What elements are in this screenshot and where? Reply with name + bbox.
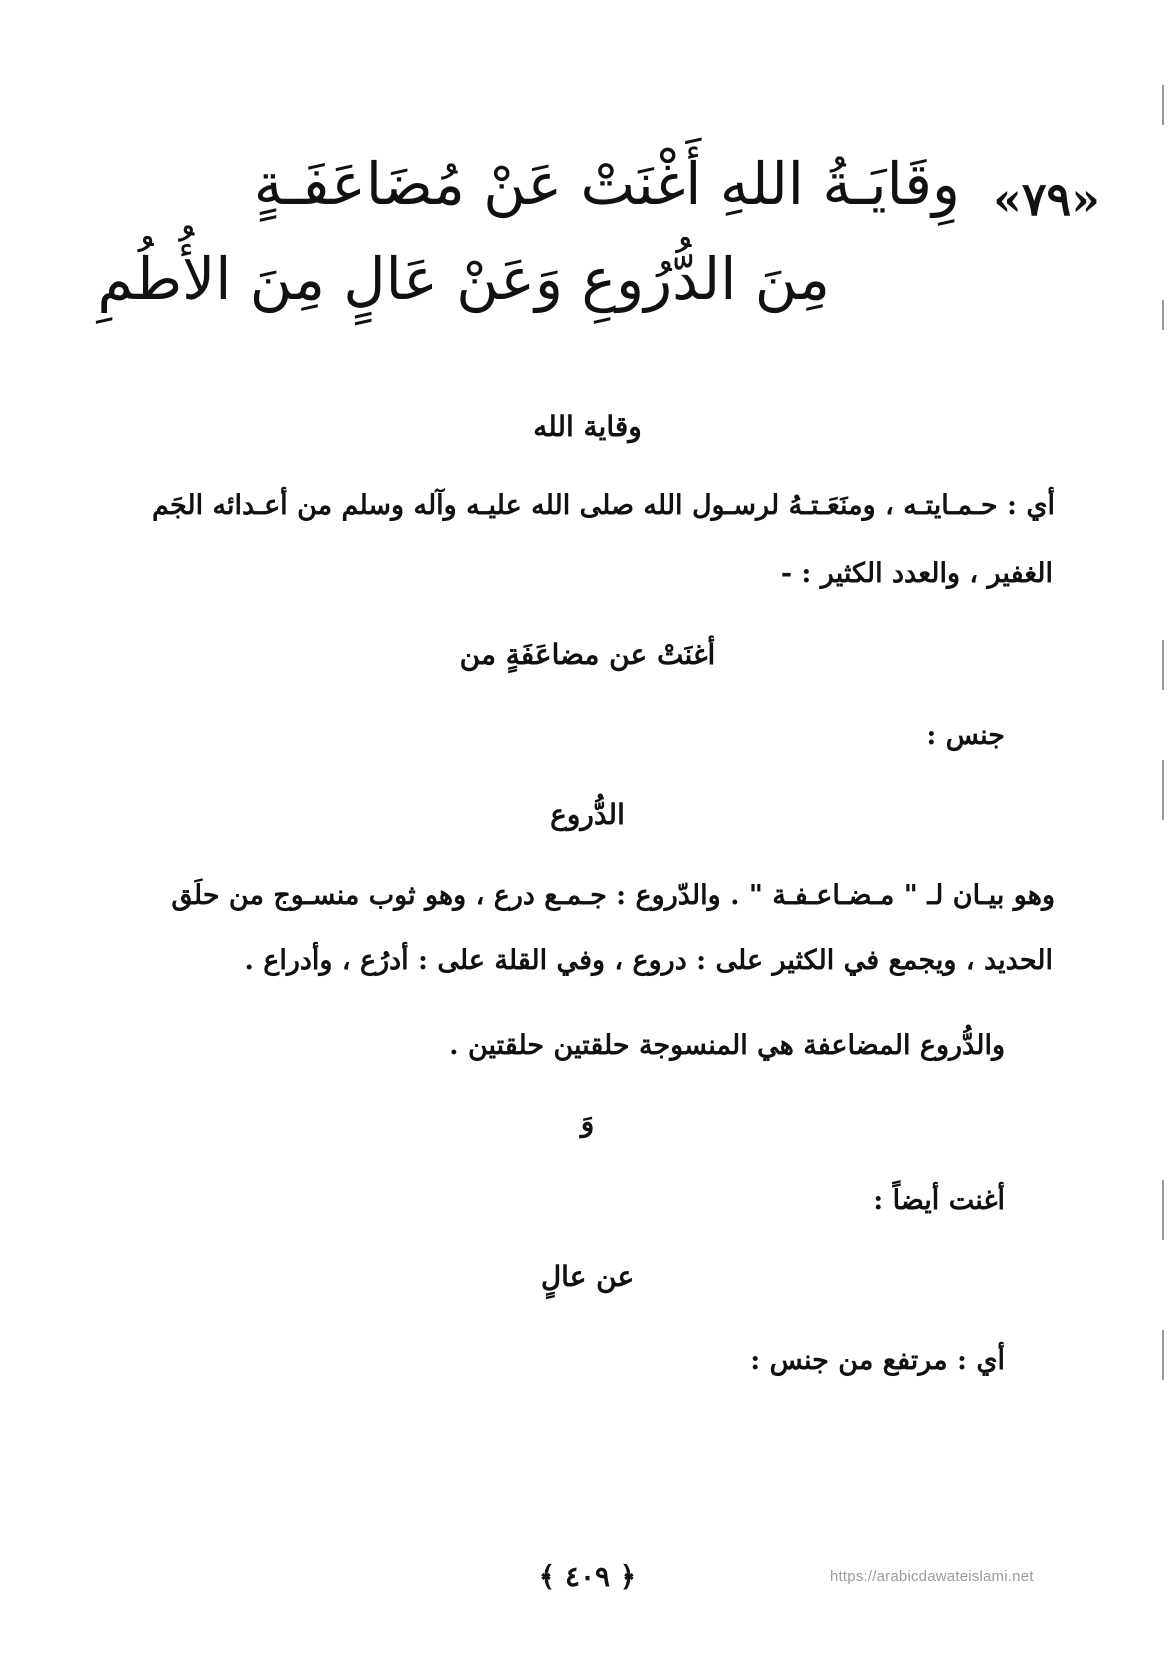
scan-edge-mark: [1162, 300, 1164, 330]
heading-wa: وَ: [580, 1105, 595, 1138]
heading-an-aal: عن عالٍ: [540, 1260, 635, 1293]
paragraph-2-line-1: وهو بيـان لـ " مـضـاعـفـة " . والدّروع : جـمـع درع ، وهو ثوب منسـوج من حلَق: [171, 880, 1055, 911]
heading-duruu: الدُّروع: [550, 798, 625, 831]
page-number: ﴿ ٤٠٩ ﴾: [538, 1560, 637, 1593]
verse-line-1: وِقَايَـةُ اللهِ أَغْنَتْ عَنْ مُضَاعَفَـةٍ: [253, 150, 960, 218]
paragraph-1-line-2: الغفير ، والعدد الكثير : -: [780, 558, 1053, 589]
paragraph-4: أي : مرتفع من جنس :: [750, 1345, 1005, 1376]
verse-line-2: مِنَ الدُّرُوعِ وَعَنْ عَالٍ مِنَ الأُطُمِ: [97, 245, 830, 313]
label-aghnat-aydan: أغنت أيضاً :: [873, 1185, 1005, 1216]
heading-wiqayat-allah: وقاية الله: [533, 410, 642, 443]
watermark-url: https://arabicdawateislami.net: [830, 1568, 1034, 1585]
label-jins: جنس :: [926, 720, 1005, 751]
paragraph-3: والدُّروع المضاعفة هي المنسوجة حلقتين حلقتين .: [449, 1030, 1005, 1061]
paragraph-1-line-1: أي : حـمـايتـه ، ومنَعَـتـهُ لرسـول الله صلى الله عليـه وآله وسلم من أعـدائه الجَم: [151, 490, 1055, 521]
scan-edge-mark: [1162, 1180, 1164, 1240]
scan-edge-mark: [1162, 1330, 1164, 1380]
heading-aghnat: أغنَتْ عن مضاعَفَةٍ من: [459, 638, 716, 671]
paragraph-2-line-2: الحديد ، ويجمع في الكثير على : دروع ، وفي القلة على : أدرُع ، وأدراع .: [244, 945, 1053, 976]
scan-edge-mark: [1162, 85, 1164, 125]
verse-number: «٧٩»: [993, 172, 1100, 226]
